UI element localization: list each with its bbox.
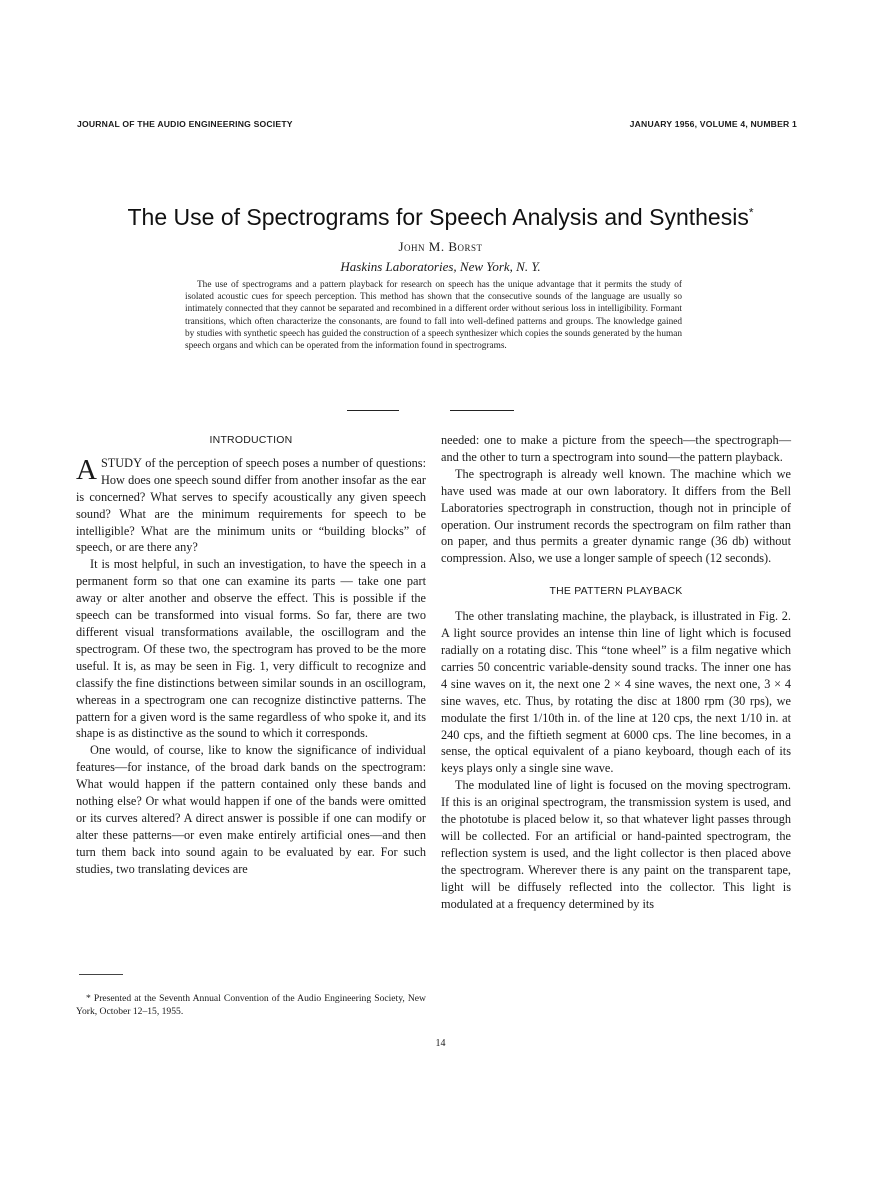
playback-paragraph-1: The other translating machine, the playback, is illustrated in Fig. 2. A light source provides an intense thin line of light which is focused radially on a rotating disc. This “tone wheel” is a film negative which carries 50 concentric variable-density sound tracks. The inner one has 4 sine waves on it, the next one 2 × 4 sine waves, the next one, 3 × 4 sine waves, etc. Thus, by rotating the disc at 1800 rpm (30 rps), we modulate the first 1/10th in. of the line at 120 cps, the next 1/10 in. at 240 cps, and the fiftieth segment at 6000 cps. The line becomes, in a sense, the optical equivalent of a piano keyboard, though each of its keys plays only a single sine wave.: [441, 609, 791, 776]
article-title-text: The Use of Spectrograms for Speech Analysis and Synthesis: [127, 204, 749, 230]
intro-paragraph-1: [76, 455, 426, 556]
lead-word: STUDY: [100, 455, 142, 470]
pattern-playback-heading: THE PATTERN PLAYBACK: [549, 585, 683, 598]
intro-paragraph-2: It is most helpful, in such an investigation, to have the speech in a permanent form so that one can examine its parts — take one part away or alter another and observe the effect. This is possible if the speech can be transformed into visual forms. So far, there are two different visual transformations available, the oscillogram and the spectrogram. Of these two, the spectrogram has proved to be the more useful. It is, as may be seen in Fig. 1, very difficult to recognize and classify the fine distinctions between similar sounds in an oscillogram, whereas in a spectrogram one can recognize distinctive patterns. The pattern for a given word is the same regardless of who spoke it, and its shape is as distinctive as the sound to which it corresponds.: [76, 557, 426, 741]
issue-info: JANUARY 1956, VOLUME 4, NUMBER 1: [629, 119, 797, 129]
right-column: [441, 432, 791, 912]
left-column: [76, 432, 426, 878]
author-name: John M. Borst: [398, 239, 483, 254]
author-affiliation: Haskins Laboratories, New York, N. Y.: [340, 259, 541, 274]
intro-paragraph-3: One would, of course, like to know the significance of individual features—for instance, of the broad dark bands on the spectrogram: What would happen if the pattern contained only these bands and nothing else? Or what would happen if one of the bands were omitted or its curves altered? A direct answer is possible if one can modify or alter these patterns—or even make entirely artificial ones—and then turn them back into sound again to be evaluated by ear. For such studies, two translating devices are: [76, 743, 426, 876]
separator-rule-left: [347, 410, 399, 411]
article-title: [0, 204, 881, 231]
footnote-rule: [79, 974, 123, 975]
title-footnote-mark: *: [748, 205, 754, 220]
introduction-heading: INTRODUCTION: [209, 434, 293, 446]
page-number: 14: [435, 1038, 446, 1049]
separator-rule-right: [450, 410, 514, 411]
footnote: * Presented at the Seventh Annual Convention of the Audio Engineering Society, New York, October 12–15, 1955.: [76, 993, 426, 1017]
playback-paragraph-2: The modulated line of light is focused on the moving spectrogram. If this is an original spectrogram, the transmission system is used, and the phototube is placed below it, so that whatever light passes through will be collected. For an artificial or hand-painted spectrogram, the reflection system is used, and the light collector is then placed above the spectrogram. Wherever there is any paint on the transparent tape, light will be diffusely reflected into the collector. This light is modulated at a frequency determined by its: [441, 778, 791, 911]
intro-paragraph-1-text: of the perception of speech poses a number of questions: How does one speech sound differ from another insofar as the ear is concerned? What serves to specify acoustically any given speech sound? What are the minimum requirements for speech to be intelligible? What are the minimum units or “building blocks” of speech, or are there any?: [76, 455, 426, 555]
drop-cap: A: [76, 453, 97, 486]
journal-name: JOURNAL OF THE AUDIO ENGINEERING SOCIETY: [77, 119, 293, 129]
intro-paragraph-4: The spectrograph is already well known. The machine which we have used was made at our own laboratory. It differs from the Bell Laboratories spectrograph in construction, though not in principle of operation. Our instrument records the spectrogram on film rather than on paper, and thus permits a greater dynamic range (36 db) without compression. Also, we use a longer sample of speech (12 seconds).: [441, 466, 791, 566]
abstract: The use of spectrograms and a pattern playback for research on speech has the unique advantage that it permits the study of isolated acoustic cues for speech perception. This method has shown that the consecutive sounds of the language are usually so intimately connected that they cannot be separated and recombined in a different order without serious loss in intelligibility. Formant transitions, which often characterize the consonants, are found to fall into well-defined patterns and groups. The knowledge gained by studies with synthetic speech has guided the construction of a speech synthesizer which copies the sounds generated by the human speech organs and which can be operated from the information found in spectrograms.: [185, 280, 682, 352]
intro-paragraph-3-continued: needed: one to make a picture from the speech—the spectrograph—and the other to turn a spectrogram into sound—the pattern playback.: [441, 433, 791, 464]
